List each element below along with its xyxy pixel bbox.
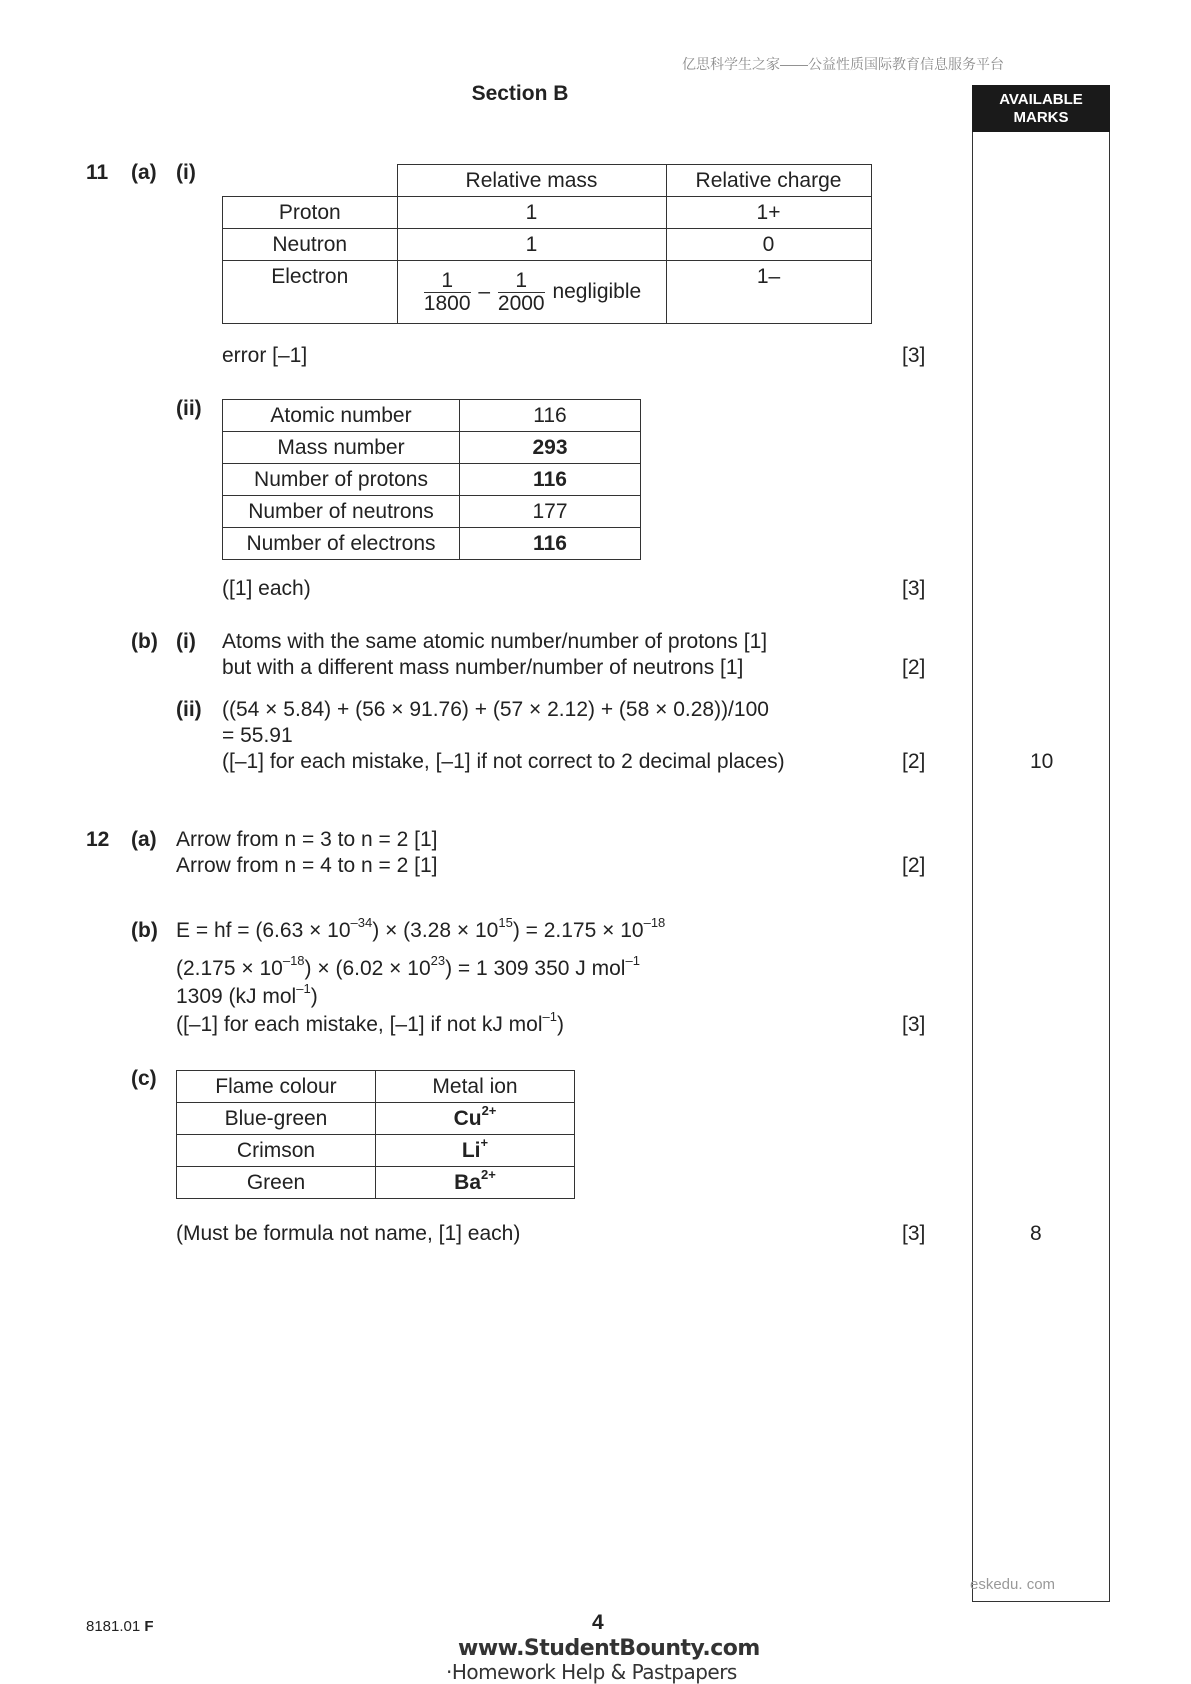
q12b-label: (b) [131,919,158,942]
q11-number: 11 [86,161,109,184]
q12c-mark: [3] [902,1222,926,1245]
denominator: 1800 [423,291,471,315]
text-part: ) = 1 309 350 J mol [445,957,626,980]
q11ai-note: error [–1] [222,344,308,367]
superscript: 15 [498,915,513,930]
table-row [223,165,872,197]
denominator: 2000 [497,291,545,315]
q11bi-mark: [2] [902,656,926,679]
available-marks-heading [972,85,1110,132]
relative-charge: 1+ [666,197,871,229]
table-row [223,261,872,324]
row-value: 116 [460,528,641,560]
row-value: 116 [460,400,641,432]
page-number: 4 [592,1611,604,1634]
row-label: Atomic number [223,400,460,432]
relative-mass: 1 [397,229,666,261]
q11bi-label: (i) [176,630,196,653]
relative-mass: 1 [397,197,666,229]
ion-charge: + [480,1134,489,1150]
text-part: ) × (6.02 × 10 [304,957,431,980]
row-value: 116 [460,464,641,496]
q11bii-line2: = 55.91 [222,724,293,747]
particle-table [222,164,872,324]
studentbounty-tagline: ·Homework Help & Pastpapers [446,1660,737,1684]
q12b-line2 [176,953,640,982]
relative-charge: 1– [666,261,871,324]
ion-symbol: Cu [453,1106,482,1130]
text-part: (2.175 × 10 [176,957,283,980]
table-row [177,1071,575,1103]
paper-code-number: 8181.01 [86,1618,141,1635]
top-watermark: 亿思科学生之家——公益性质国际教育信息服务平台 [682,56,1004,72]
text-part: 1309 (kJ mol [176,985,297,1008]
particle-name: Electron [223,261,398,324]
superscript: –34 [350,915,373,930]
q11bii-label: (ii) [176,698,202,721]
flame-colour: Crimson [177,1135,376,1167]
row-value: 177 [460,496,641,528]
q11bi-line2: but with a different mass number/number of neutrons [1] [222,656,744,679]
q11bi-line1: Atoms with the same atomic number/number of protons [1] [222,630,768,653]
text-part: ) [310,985,318,1008]
header-relative-mass: Relative mass [397,165,666,197]
row-label: Number of protons [223,464,460,496]
q12a-line2: Arrow from n = 4 to n = 2 [1] [176,854,438,877]
numerator: 1 [498,270,545,293]
row-label: Number of neutrons [223,496,460,528]
flame-colour: Green [177,1167,376,1199]
fraction-dash: – [478,279,491,303]
ion-charge: 2+ [481,1166,496,1182]
text-part: ) [556,1013,564,1036]
q11b-label: (b) [131,630,158,653]
metal-ion [376,1135,575,1167]
ion-charge: 2+ [481,1102,497,1118]
available-marks-column [972,132,1110,1602]
q12-number: 12 [86,828,110,851]
studentbounty-url: www.StudentBounty.com [458,1636,760,1661]
text-part: ) × (3.28 × 10 [372,919,499,942]
text-part: E = hf = (6.63 × 10 [176,919,351,942]
table-row [177,1167,575,1199]
particle-name: Proton [223,197,398,229]
bottom-watermark: eskedu. com [970,1576,1056,1593]
table-row [223,528,641,560]
header-relative-charge: Relative charge [666,165,871,197]
atomic-numbers-table [222,399,641,560]
fraction-1800 [424,270,471,315]
q12b-line1 [176,915,666,944]
fraction-2000 [498,270,545,315]
q11aii-note: ([1] each) [222,577,311,600]
metal-ion [376,1103,575,1135]
q12c-note: (Must be formula not name, [1] each) [176,1222,521,1245]
q12b-line4 [176,1009,564,1038]
q11bii-mark: [2] [902,750,926,773]
row-value: 293 [460,432,641,464]
ion-symbol: Li [461,1138,481,1162]
table-row [177,1103,575,1135]
q12b-mark: [3] [902,1013,926,1036]
ion-symbol: Ba [454,1170,482,1194]
text-part: ) = 2.175 × 10 [512,919,644,942]
empty-corner-cell [223,165,398,197]
q11ai-mark: [3] [902,344,926,367]
q11ai-label: (i) [176,161,196,184]
table-row [223,432,641,464]
header-flame-colour: Flame colour [177,1071,376,1103]
relative-charge: 0 [666,229,871,261]
superscript: –18 [643,915,666,930]
marks-heading-line2: MARKS [1013,109,1069,126]
text-part: ([–1] for each mistake, [–1] if not kJ mol [176,1013,543,1036]
superscript: –18 [282,953,305,968]
q11-available-marks: 10 [1030,750,1054,773]
mass-suffix: negligible [552,279,642,303]
paper-code [86,1618,154,1635]
header-metal-ion: Metal ion [376,1071,575,1103]
q11aii-mark: [3] [902,577,926,600]
particle-name: Neutron [223,229,398,261]
table-row [223,400,641,432]
superscript: –1 [625,953,640,968]
row-label: Mass number [223,432,460,464]
q12a-line1: Arrow from n = 3 to n = 2 [1] [176,828,438,851]
electron-mass [397,261,666,324]
row-label: Number of electrons [223,528,460,560]
superscript: –1 [296,981,311,996]
superscript: –1 [542,1009,557,1024]
table-row [223,496,641,528]
q11aii-label: (ii) [176,397,202,420]
q12a-mark: [2] [902,854,926,877]
q12c-label: (c) [131,1067,157,1090]
section-title: Section B [471,82,569,105]
table-row [223,464,641,496]
paper-code-suffix: F [144,1618,154,1635]
flame-colour: Blue-green [177,1103,376,1135]
superscript: 23 [430,953,446,968]
table-row [223,197,872,229]
table-row [177,1135,575,1167]
q11bii-line1: ((54 × 5.84) + (56 × 91.76) + (57 × 2.12) + (58 × 0.28))/100 [222,698,769,721]
q12-available-marks: 8 [1030,1222,1042,1245]
q12b-line3 [176,981,318,1010]
flame-test-table [176,1070,575,1199]
q11a-label: (a) [131,161,157,184]
q12a-label: (a) [131,828,157,851]
q11bii-line3: ([–1] for each mistake, [–1] if not correct to 2 decimal places) [222,750,785,773]
numerator: 1 [424,270,471,293]
table-row [223,229,872,261]
metal-ion [376,1167,575,1199]
marks-heading-line1: AVAILABLE [999,91,1083,108]
